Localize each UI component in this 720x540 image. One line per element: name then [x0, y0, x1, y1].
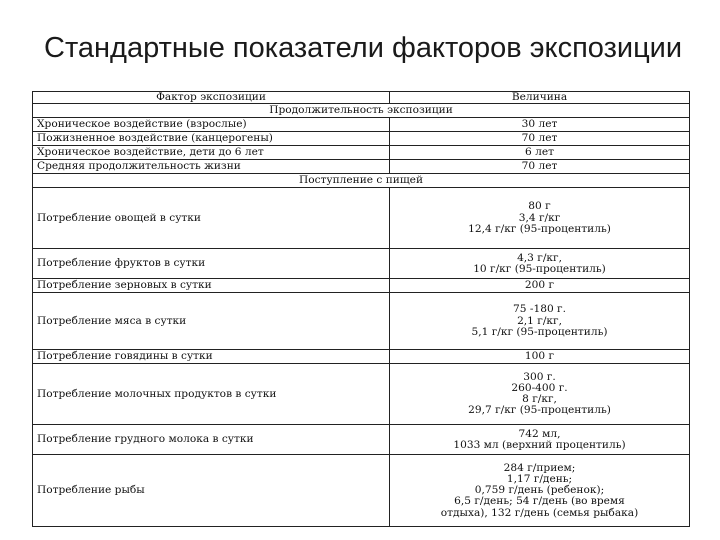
- value-cell: [390, 118, 690, 132]
- factor-cell: Хроническое воздействие, дети до 6 лет: [33, 146, 390, 160]
- section-title: Поступление с пищей: [33, 174, 690, 188]
- factor-cell: Потребление фруктов в сутки: [33, 249, 390, 279]
- value-line: 2,1 г/кг,: [517, 314, 562, 327]
- value-line: 3,4 г/кг: [518, 211, 561, 224]
- factor-cell: Потребление зерновых в сутки: [33, 279, 390, 293]
- value-line: 6,5 г/день; 54 г/день (во время: [454, 495, 625, 508]
- table-row: [33, 364, 690, 425]
- table-row: [33, 279, 690, 293]
- table-row: [33, 425, 690, 455]
- value-line: 75 -180 г.: [513, 303, 566, 316]
- value-cell: [390, 132, 690, 146]
- header-value: Величина: [390, 92, 690, 104]
- table-row: [33, 249, 690, 279]
- value-line: 5,1 г/кг (95-процентиль): [471, 325, 608, 338]
- factor-cell: Средняя продолжительность жизни: [33, 160, 390, 174]
- value-cell: [390, 293, 690, 350]
- value-cell: [390, 455, 690, 527]
- table-row: [33, 132, 690, 146]
- value-line: 284 г/прием;: [503, 461, 576, 474]
- value-cell: [390, 146, 690, 160]
- value-cell: [390, 160, 690, 174]
- header-factor: Фактор экспозиции: [33, 92, 390, 104]
- section-title: Продолжительность экспозиции: [33, 104, 690, 118]
- value-line: 300 г.: [523, 370, 556, 383]
- table-row: [33, 146, 690, 160]
- value-line: 70 лет: [521, 160, 558, 173]
- table-row: [33, 455, 690, 527]
- factor-cell: Потребление молочных продуктов в сутки: [33, 364, 390, 425]
- table-row: [33, 293, 690, 350]
- table-row: [33, 118, 690, 132]
- factor-cell: Потребление рыбы: [33, 455, 390, 527]
- table-header-row: [33, 92, 690, 104]
- table-row: [33, 350, 690, 364]
- value-line: 30 лет: [521, 118, 558, 131]
- factor-cell: Хроническое воздействие (взрослые): [33, 118, 390, 132]
- value-line: 742 мл,: [518, 427, 561, 440]
- value-line: 1033 мл (верхний процентиль): [453, 438, 626, 451]
- value-cell: [390, 425, 690, 455]
- value-cell: [390, 249, 690, 279]
- value-line: 6 лет: [525, 146, 554, 159]
- value-cell: [390, 350, 690, 364]
- value-cell: [390, 188, 690, 249]
- value-line: 100 г: [524, 350, 555, 363]
- section-row: [33, 104, 690, 118]
- value-line: отдыха), 132 г/день (семья рыбака): [440, 506, 639, 519]
- value-line: 1,17 г/день;: [506, 472, 573, 485]
- value-line: 8 г/кг,: [522, 393, 557, 406]
- slide-title: Стандартные показатели факторов экспозиции: [44, 32, 683, 64]
- table-row: [33, 160, 690, 174]
- factor-cell: Пожизненное воздействие (канцерогены): [33, 132, 390, 146]
- value-line: 29,7 г/кг (95-процентиль): [468, 404, 611, 417]
- factor-cell: Потребление овощей в сутки: [33, 188, 390, 249]
- factor-cell: Потребление говядины в сутки: [33, 350, 390, 364]
- value-line: 4,3 г/кг,: [517, 251, 562, 264]
- table-body: [33, 92, 690, 527]
- value-line: 12,4 г/кг (95-процентиль): [468, 222, 611, 235]
- value-line: 260-400 г.: [511, 382, 568, 394]
- value-line: 200 г: [524, 279, 555, 292]
- value-cell: [390, 364, 690, 425]
- value-cell: [390, 279, 690, 293]
- value-line: 80 г: [528, 200, 551, 213]
- value-line: 70 лет: [521, 132, 558, 145]
- section-row: [33, 174, 690, 188]
- value-line: 0,759 г/день (ребенок);: [474, 484, 605, 497]
- value-line: 10 г/кг (95-процентиль): [473, 262, 606, 275]
- factor-cell: Потребление мяса в сутки: [33, 293, 390, 350]
- exposure-factors-table: [32, 91, 690, 527]
- table-row: [33, 188, 690, 249]
- factor-cell: Потребление грудного молока в сутки: [33, 425, 390, 455]
